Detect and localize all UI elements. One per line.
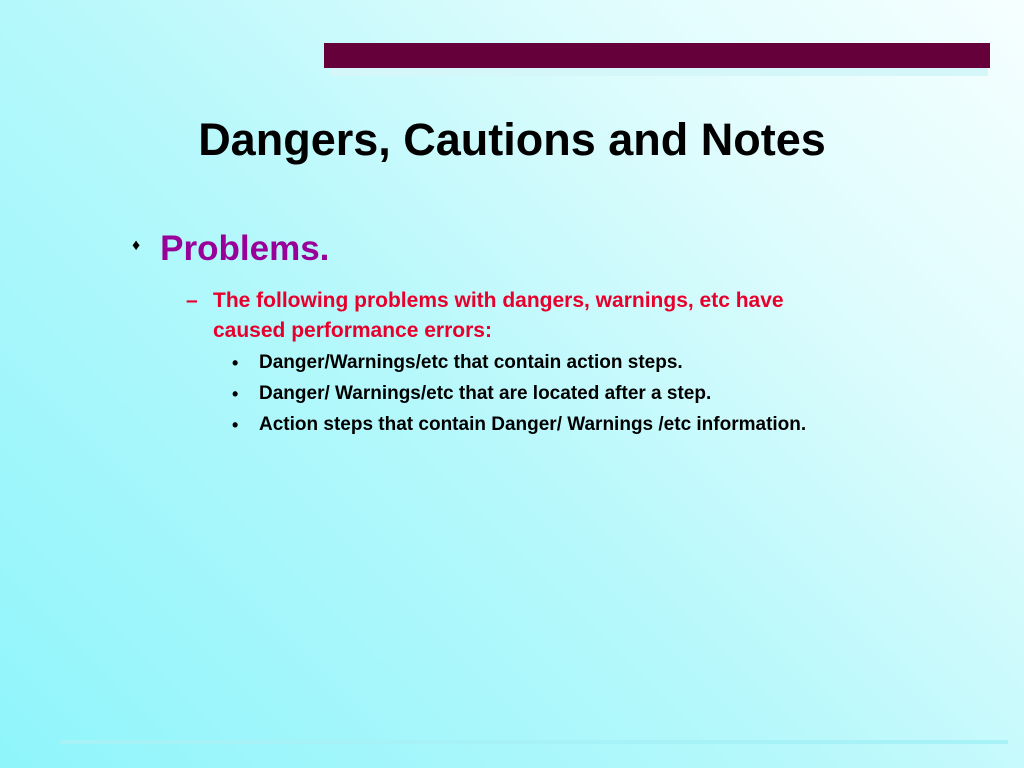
bullet-level-2-text: The following problems with dangers, warnings, etc have caused performance errors: [213,289,784,342]
list-item-text: Danger/Warnings/etc that contain action steps. [259,352,683,373]
sub-bullet-list [232,350,852,443]
list-item [232,350,852,376]
bottom-divider-line [60,740,1008,744]
bullet-level-2 [186,286,866,346]
bullet-level-1 [132,228,329,270]
list-item-text: Action steps that contain Danger/ Warnings /etc information. [259,414,807,435]
diamond-bullet-icon: ♦ [132,237,141,254]
bullet-level-1-text: Problems. [160,229,330,268]
dot-bullet-icon: • [232,415,239,435]
list-item [232,412,852,438]
top-decorative-bar [324,43,990,68]
list-item-text: Danger/ Warnings/etc that are located after a step. [259,383,712,404]
list-item [232,381,852,407]
dash-bullet-icon: – [186,289,198,312]
slide-title: Dangers, Cautions and Notes [198,114,826,165]
dot-bullet-icon: • [232,384,239,404]
dot-bullet-icon: • [232,353,239,373]
